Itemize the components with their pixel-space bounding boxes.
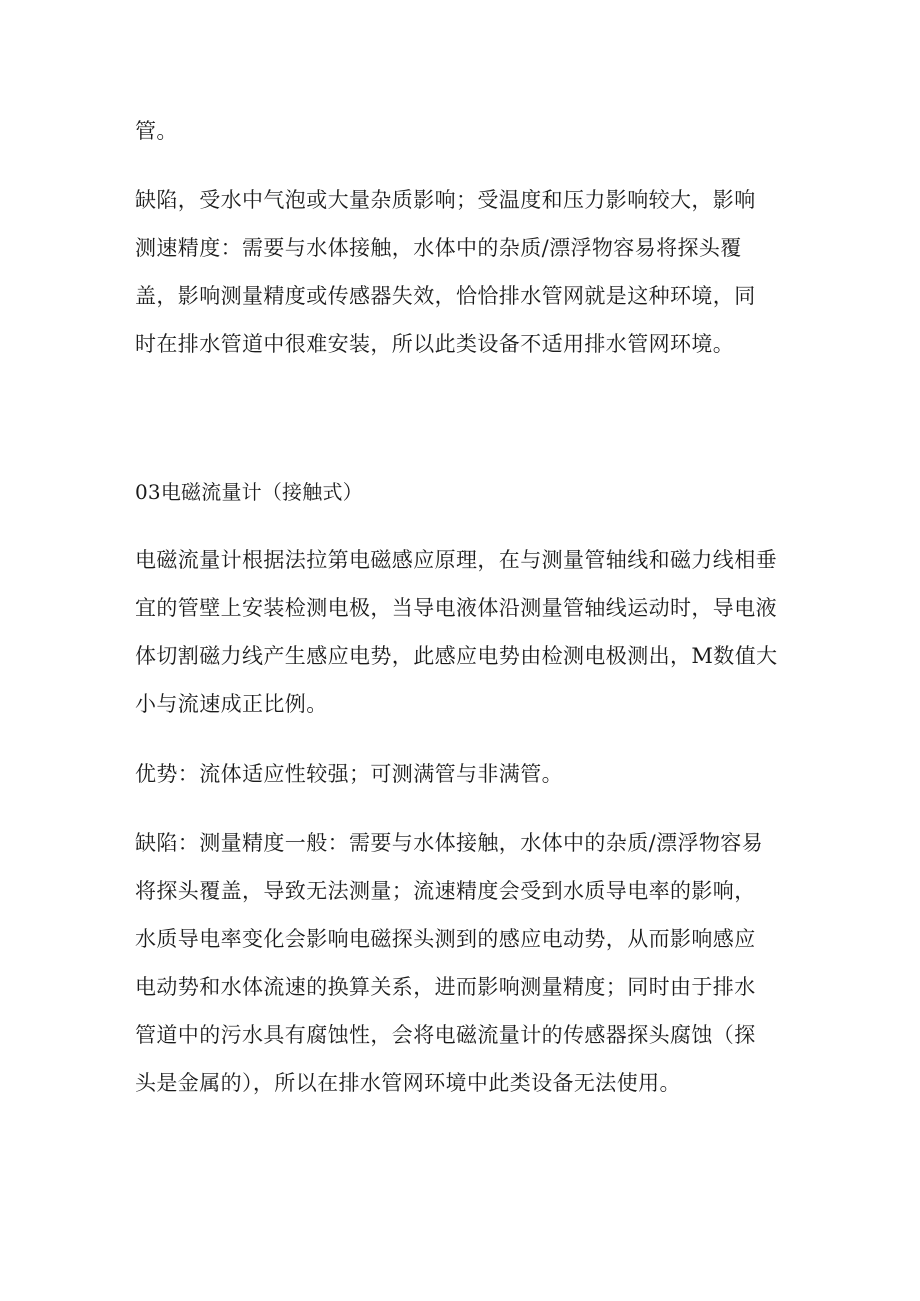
paragraph-line: 电动势和水体流速的换算关系，进而影响测量精度；同时由于排水 — [135, 975, 756, 999]
paragraph-line: 测速精度：需要与水体接触，水体中的杂质/漂浮物容易将探头覆 — [135, 236, 742, 260]
paragraph-fragment-line: 管。 — [135, 119, 178, 143]
paragraph-line: 管道中的污水具有腐蚀性，会将电磁流量计的传感器探头腐蚀（探 — [135, 1023, 756, 1047]
paragraph-line: 小与流速成正比例。 — [135, 692, 328, 716]
paragraph-line: 头是金属的），所以在排水管网环境中此类设备无法使用。 — [135, 1071, 681, 1095]
paragraph-line: 优势：流体适应性较强；可测满管与非满管。 — [135, 762, 563, 786]
paragraph-line: 电磁流量计根据法拉第电磁感应原理，在与测量管轴线和磁力线相垂 — [135, 548, 777, 572]
paragraph-line: 水质导电率变化会影响电磁探头测到的感应电动势，从而影响感应 — [135, 927, 756, 951]
paragraph-line: 盖，影响测量精度或传感器失效，恰恰排水管网就是这种环境，同 — [135, 284, 756, 308]
section-heading: 03电磁流量计（接触式） — [135, 480, 363, 504]
paragraph-line: 缺陷，受水中气泡或大量杂质影响；受温度和压力影响较大，影响 — [135, 188, 756, 212]
paragraph-line: 宜的管壁上安装检测电极，当导电液体沿测量管轴线运动时，导电液 — [135, 596, 777, 620]
paragraph-line: 体切割磁力线产生感应电势，此感应电势由检测电极测出，M数值大 — [135, 644, 778, 668]
paragraph-line: 将探头覆盖，导致无法测量；流速精度会受到水质导电率的影响， — [135, 879, 756, 903]
paragraph-line: 时在排水管道中很难安装，所以此类设备不适用排水管网环境。 — [135, 332, 735, 356]
paragraph-line: 缺陷：测量精度一般：需要与水体接触，水体中的杂质/漂浮物容易 — [135, 831, 764, 855]
